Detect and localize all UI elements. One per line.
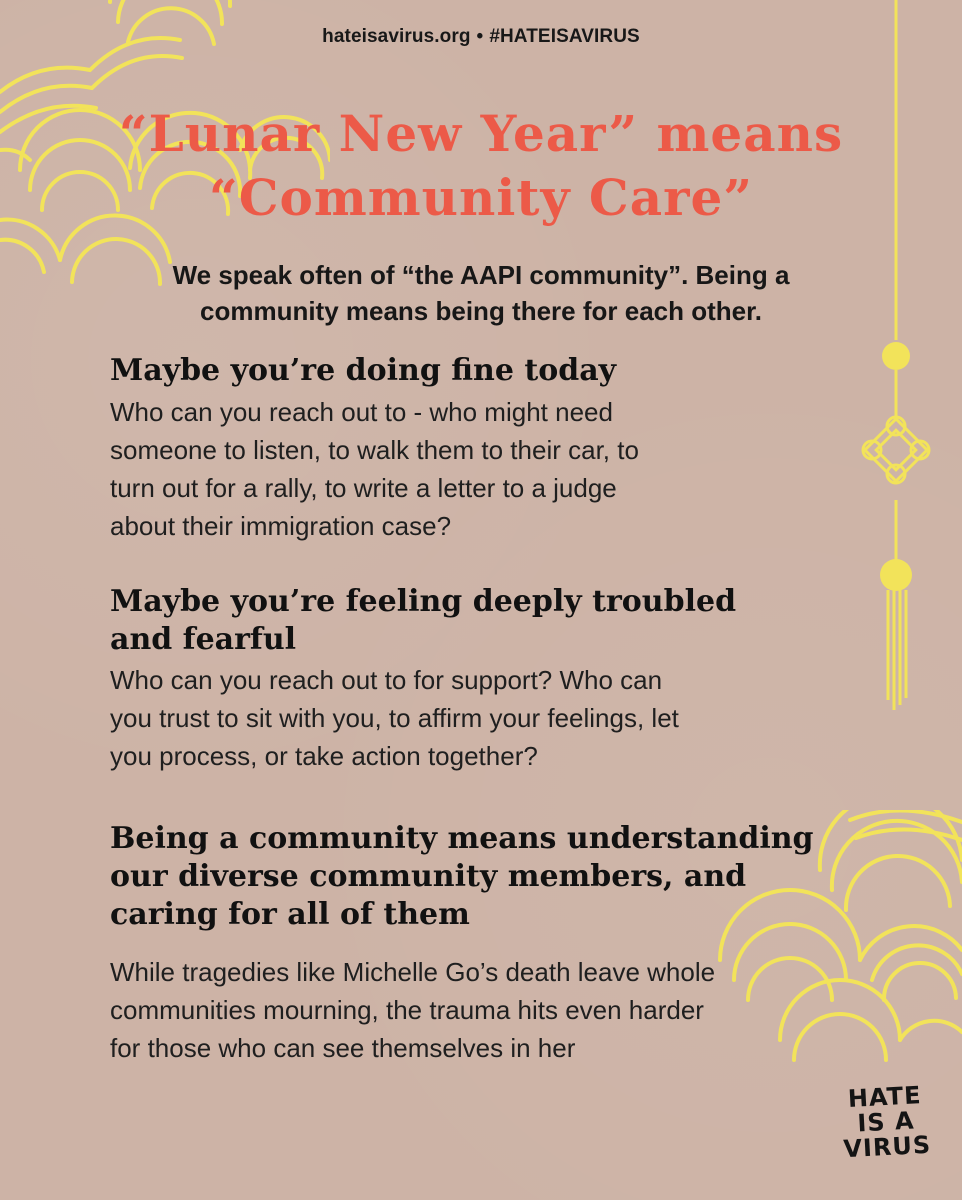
- intro-line-2: community means being there for each other.: [199, 296, 763, 326]
- page-title: [0, 102, 962, 230]
- body-line: While tragedies like Michelle Go’s death leave whole: [110, 957, 716, 987]
- body-line: Who can you reach out to - who might need: [110, 397, 613, 427]
- logo-line-1: HATE: [847, 1081, 923, 1113]
- section-1-heading: [110, 352, 616, 390]
- logo-line-2: IS A: [856, 1106, 916, 1138]
- title-line-1: “Lunar New Year” means: [118, 104, 844, 163]
- hate-is-a-virus-logo: [834, 1082, 938, 1162]
- title-line-2: “Community Care”: [208, 168, 754, 227]
- body-line: turn out for a rally, to write a letter to a judge: [110, 473, 617, 503]
- heading-line: Maybe you’re feeling deeply troubled: [110, 584, 737, 619]
- body-line: communities mourning, the trauma hits even harder: [110, 995, 704, 1025]
- hashtag: #HATEISAVIRUS: [489, 26, 640, 47]
- section-2-body: [110, 661, 679, 775]
- section-2-heading: [110, 583, 736, 659]
- section-3-body: [110, 953, 715, 1067]
- section-3-heading: [110, 820, 814, 934]
- heading-line: Being a community means understanding: [110, 821, 814, 856]
- heading-line: Maybe you’re doing fine today: [110, 353, 617, 388]
- body-line: for those who can see themselves in her: [110, 1033, 576, 1063]
- body-line: you trust to sit with you, to affirm your feelings, let: [110, 703, 679, 733]
- heading-line: and fearful: [110, 622, 297, 657]
- header-bar: [0, 26, 962, 48]
- heading-line: our diverse community members, and: [110, 859, 747, 894]
- intro-line-1: We speak often of “the AAPI community”. Being a: [172, 260, 790, 290]
- body-line: Who can you reach out to for support? Who can: [110, 665, 663, 695]
- section-1-body: [110, 393, 639, 545]
- body-line: someone to listen, to walk them to their car, to: [110, 435, 639, 465]
- body-line: about their immigration case?: [110, 511, 452, 541]
- body-line: you process, or take action together?: [110, 741, 538, 771]
- logo-line-3: VIRUS: [842, 1130, 932, 1164]
- heading-line: caring for all of them: [110, 897, 470, 932]
- header-separator: •: [476, 26, 484, 47]
- site-url[interactable]: hateisavirus.org: [322, 26, 471, 47]
- intro-text: [0, 257, 962, 329]
